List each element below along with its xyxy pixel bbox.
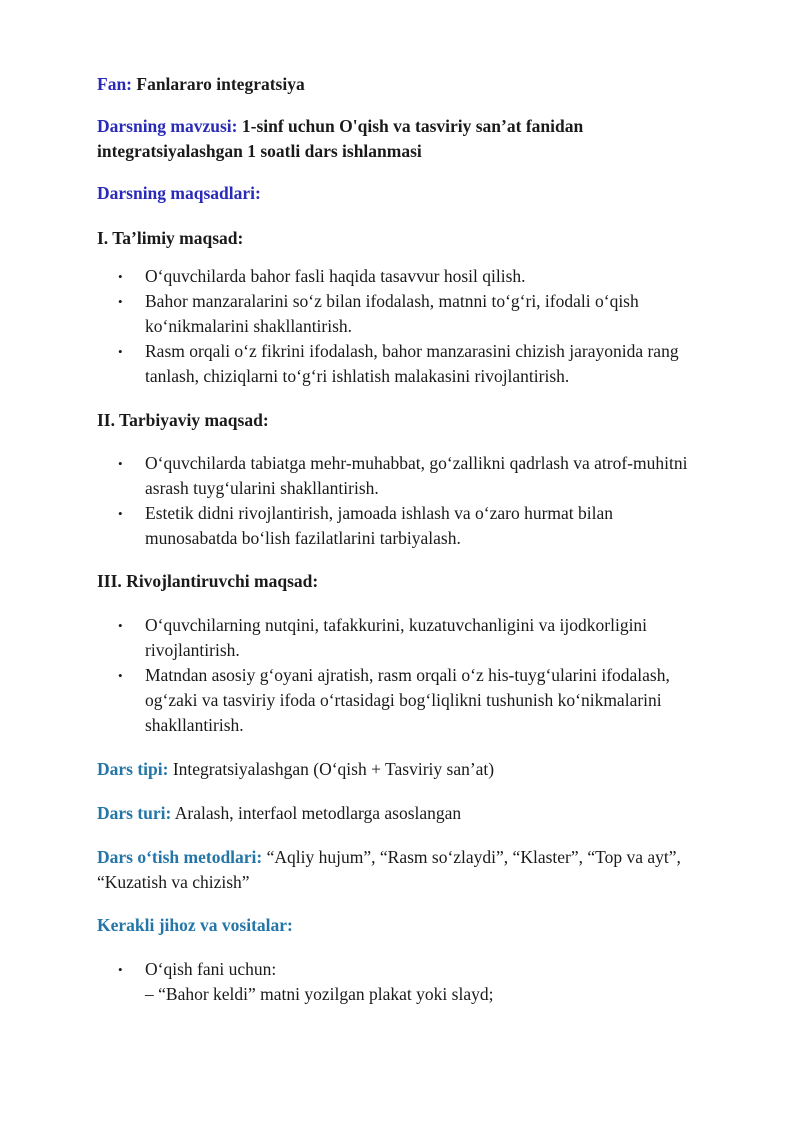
list-item-text: rivojlantirish. [145,640,240,660]
list-item-text: O‘quvchilarda bahor fasli haqida tasavvur hosil qilish. [145,266,526,286]
list-item [97,613,737,663]
equipment-label: Kerakli jihoz va vositalar: [97,915,293,935]
educational-goal-list [97,264,737,389]
list-item [97,663,737,738]
methods-label: Dars o‘tish metodlari: [97,847,263,867]
list-item-text: Estetik didni rivojlantirish, jamoada ishlash va o‘zaro hurmat bilan [145,503,614,523]
list-item-text: ko‘nikmalarini shakllantirish. [145,316,353,336]
list-item-text: asrash tuyg‘ularini shakllantirish. [145,478,379,498]
bullet-icon: • [118,668,123,683]
list-item-text: shakllantirish. [145,715,244,735]
topic-line-1: 1-sinf uchun O'qish va tasviriy san’at fanidan [241,116,584,136]
bullet-icon: • [118,618,123,633]
bullet-icon: • [118,294,123,309]
objectives-heading [97,181,737,206]
lesson-kind-value: Aralash, interfaol metodlarga asoslangan [174,803,462,823]
methods-value: “Aqliy hujum”, “Rasm so‘zlaydi”, “Klaster”, “Top va ayt”, [266,847,681,867]
bullet-icon: • [118,506,123,521]
list-item-text: og‘zaki va tasviriy ifoda o‘rtasidagi bog‘liqlikni tushunish ko‘nikmalarini [145,690,662,710]
list-item-text: munosabatda bo‘lish fazilatlarini tarbiyalash. [145,528,461,548]
bullet-icon: • [118,962,123,977]
list-item-text: Rasm orqali o‘z fikrini ifodalash, bahor manzarasini chizish jarayonida rang [145,341,679,361]
lesson-kind-line [97,801,737,826]
subject-label: Fan: [97,74,132,94]
equipment-heading [97,913,737,938]
lesson-type-label: Dars tipi: [97,759,169,779]
methods-value-2: “Kuzatish va chizish” [97,871,250,892]
topic-block [97,114,737,163]
list-item [97,451,737,501]
bullet-icon: • [118,269,123,284]
list-item-text: O‘qish fani uchun: [145,959,277,979]
developmental-goal-heading: III. Rivojlantiruvchi maqsad: [97,571,319,591]
methods-block [97,845,737,894]
list-item-text: Bahor manzaralarini so‘z bilan ifodalash, matnni to‘g‘ri, ifodali o‘qish [145,291,639,311]
topic-line-2: integratsiyalashgan 1 soatli dars ishlanmasi [97,140,422,161]
list-item [97,501,737,551]
bullet-icon: • [118,456,123,471]
equipment-list [97,957,737,1007]
developmental-goal-list [97,613,737,738]
list-item-text: O‘quvchilarda tabiatga mehr-muhabbat, go‘zallikni qadrlash va atrof-muhitni [145,453,688,473]
list-item-text: Matndan asosiy g‘oyani ajratish, rasm orqali o‘z his-tuyg‘ularini ifodalash, [145,665,670,685]
educational-goal-heading: I. Ta’limiy maqsad: [97,228,244,248]
objectives-label: Darsning maqsadlari: [97,183,261,203]
list-item-text: – “Bahor keldi” matni yozilgan plakat yoki slayd; [145,984,494,1004]
subject-value: Fanlararo integratsiya [136,74,305,94]
lesson-type-value: Integratsiyalashgan (O‘qish + Tasviriy san’at) [172,759,495,779]
list-item-text: tanlash, chiziqlarni to‘g‘ri ishlatish malakasini rivojlantirish. [145,366,570,386]
bullet-icon: • [118,344,123,359]
list-item [97,264,737,289]
lesson-kind-label: Dars turi: [97,803,172,823]
list-item-text: O‘quvchilarning nutqini, tafakkurini, kuzatuvchanligini va ijodkorligini [145,615,648,635]
list-item [97,289,737,339]
upbringing-goal-heading: II. Tarbiyaviy maqsad: [97,410,269,430]
list-item [97,957,737,1007]
list-item [97,339,737,389]
lesson-type-line [97,757,737,782]
subject-line [97,72,737,97]
topic-label: Darsning mavzusi: [97,116,238,136]
upbringing-goal-list [97,451,737,551]
